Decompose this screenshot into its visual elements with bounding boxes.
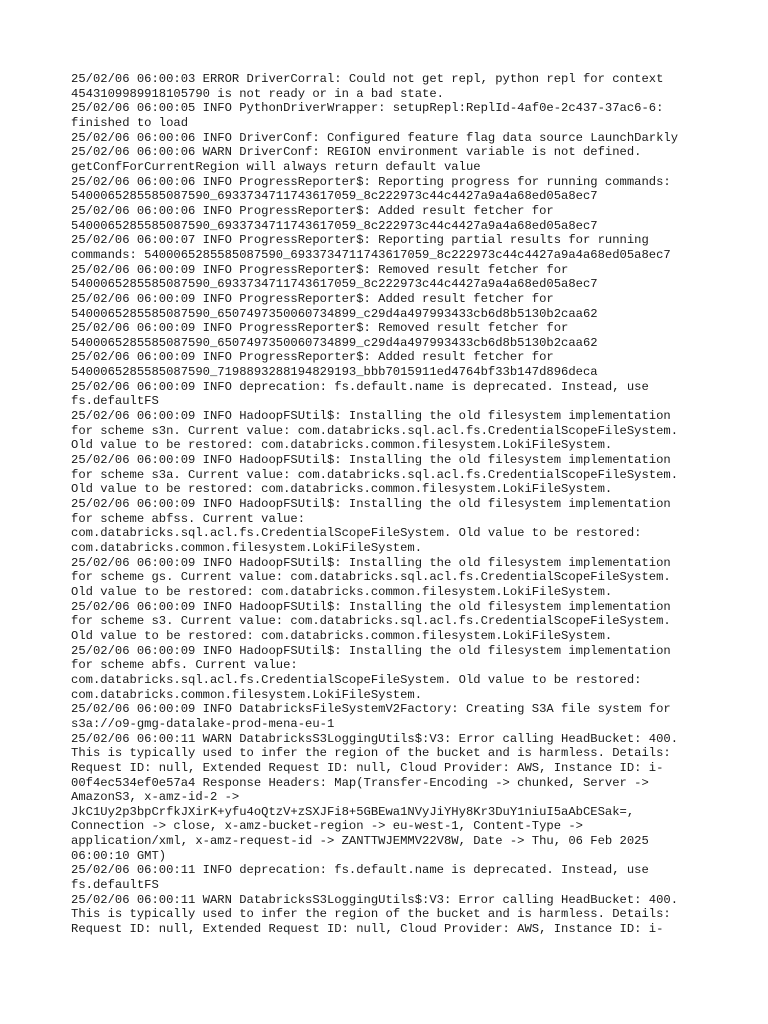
log-line: 25/02/06 06:00:06 INFO DriverConf: Configured feature flag data source LaunchDarkly — [71, 130, 679, 145]
log-line: 25/02/06 06:00:09 INFO HadoopFSUtil$: Installing the old filesystem implementation — [71, 497, 671, 512]
log-line: 25/02/06 06:00:11 WARN DatabricksS3LoggingUtils$:V3: Error calling HeadBucket: 400. — [71, 892, 679, 907]
log-line: 25/02/06 06:00:09 INFO deprecation: fs.default.name is deprecated. Instead, use — [71, 379, 649, 394]
log-line: Old value to be restored: com.databricks.common.filesystem.LokiFileSystem. — [71, 482, 613, 497]
log-line: 5400065285585087590_6933734711743617059_8c222973c44c4427a9a4a68ed05a8ec7 — [71, 277, 598, 292]
log-line: 5400065285585087590_6507497350060734899_c29d4a497993433cb6d8b5130b2caa62 — [71, 306, 598, 321]
log-line: 25/02/06 06:00:09 INFO DatabricksFileSystemV2Factory: Creating S3A file system for — [71, 702, 671, 717]
log-line: 25/02/06 06:00:09 INFO HadoopFSUtil$: Installing the old filesystem implementation — [71, 643, 671, 658]
log-line: for scheme gs. Current value: com.databricks.sql.acl.fs.CredentialScopeFileSystem. — [71, 570, 671, 585]
log-line: 25/02/06 06:00:09 INFO ProgressReporter$: Removed result fetcher for — [71, 321, 569, 336]
log-line: 4543109989918105790 is not ready or in a bad state. — [71, 86, 444, 101]
log-line: 25/02/06 06:00:11 WARN DatabricksS3LoggingUtils$:V3: Error calling HeadBucket: 400. — [71, 731, 679, 746]
log-line: AmazonS3, x-amz-id-2 -> — [71, 790, 240, 805]
log-line: 25/02/06 06:00:09 INFO ProgressReporter$: Removed result fetcher for — [71, 262, 569, 277]
log-line: for scheme abfss. Current value: — [71, 511, 306, 526]
log-line: Old value to be restored: com.databricks.common.filesystem.LokiFileSystem. — [71, 628, 613, 643]
log-line: com.databricks.common.filesystem.LokiFileSystem. — [71, 687, 423, 702]
log-line: 25/02/06 06:00:09 INFO HadoopFSUtil$: Installing the old filesystem implementation — [71, 599, 671, 614]
log-line: 25/02/06 06:00:09 INFO ProgressReporter$: Added result fetcher for — [71, 350, 554, 365]
log-line: 25/02/06 06:00:09 INFO HadoopFSUtil$: Installing the old filesystem implementation — [71, 453, 671, 468]
log-line: Request ID: null, Extended Request ID: null, Cloud Provider: AWS, Instance ID: i- — [71, 760, 664, 775]
log-line: for scheme s3. Current value: com.databricks.sql.acl.fs.CredentialScopeFileSystem. — [71, 614, 671, 629]
log-line: for scheme s3n. Current value: com.databricks.sql.acl.fs.CredentialScopeFileSystem. — [71, 423, 679, 438]
log-line: 5400065285585087590_6933734711743617059_8c222973c44c4427a9a4a68ed05a8ec7 — [71, 189, 598, 204]
log-line: 5400065285585087590_6933734711743617059_8c222973c44c4427a9a4a68ed05a8ec7 — [71, 218, 598, 233]
log-line: 25/02/06 06:00:09 INFO ProgressReporter$: Added result fetcher for — [71, 291, 554, 306]
log-line: Request ID: null, Extended Request ID: null, Cloud Provider: AWS, Instance ID: i- — [71, 922, 664, 937]
log-line: com.databricks.sql.acl.fs.CredentialScopeFileSystem. Old value to be restored: — [71, 672, 642, 687]
log-line: 5400065285585087590_6507497350060734899_c29d4a497993433cb6d8b5130b2caa62 — [71, 335, 598, 350]
log-line: 25/02/06 06:00:09 INFO HadoopFSUtil$: Installing the old filesystem implementation — [71, 409, 671, 424]
log-line: 5400065285585087590_7198893288194829193_bbb7015911ed4764bf33b147d896deca — [71, 365, 598, 380]
log-line: com.databricks.sql.acl.fs.CredentialScopeFileSystem. Old value to be restored: — [71, 526, 642, 541]
log-line: commands: 5400065285585087590_6933734711743617059_8c222973c44c4427a9a4a68ed05a8ec7 — [71, 247, 671, 262]
log-line: 25/02/06 06:00:05 INFO PythonDriverWrapper: setupRepl:ReplId-4af0e-2c437-37ac6-6: — [71, 101, 664, 116]
log-line: fs.defaultFS — [71, 878, 159, 893]
log-line: This is typically used to infer the region of the bucket and is harmless. Details: — [71, 746, 671, 761]
log-line: getConfForCurrentRegion will always return default value — [71, 159, 481, 174]
log-line: Old value to be restored: com.databricks.common.filesystem.LokiFileSystem. — [71, 584, 613, 599]
log-text-block — [71, 72, 711, 937]
log-line: application/xml, x-amz-request-id -> ZANTTWJEMMV22V8W, Date -> Thu, 06 Feb 2025 — [71, 834, 649, 849]
log-line: 25/02/06 06:00:06 WARN DriverConf: REGION environment variable is not defined. — [71, 145, 642, 160]
log-line: for scheme abfs. Current value: — [71, 658, 298, 673]
log-line: JkC1Uy2p3bpCrfkJXirK+yfu4oQtzV+zSXJFi8+5GBEwa1NVyJiYHy8Kr3DuY1niuI5aAbCESak=, — [71, 804, 635, 819]
log-line: This is typically used to infer the region of the bucket and is harmless. Details: — [71, 907, 671, 922]
log-line: 25/02/06 06:00:07 INFO ProgressReporter$: Reporting partial results for running — [71, 233, 649, 248]
log-line: for scheme s3a. Current value: com.databricks.sql.acl.fs.CredentialScopeFileSystem. — [71, 467, 679, 482]
log-line: fs.defaultFS — [71, 394, 159, 409]
log-line: 00f4ec534ef0e57a4 Response Headers: Map(Transfer-Encoding -> chunked, Server -> — [71, 775, 649, 790]
log-line: 25/02/06 06:00:11 INFO deprecation: fs.default.name is deprecated. Instead, use — [71, 863, 649, 878]
log-line: 25/02/06 06:00:06 INFO ProgressReporter$: Added result fetcher for — [71, 203, 554, 218]
log-line: finished to load — [71, 115, 189, 130]
log-line: 25/02/06 06:00:03 ERROR DriverCorral: Could not get repl, python repl for context — [71, 72, 664, 86]
log-line: 06:00:10 GMT) — [71, 848, 167, 863]
log-output — [71, 72, 711, 937]
log-line: 25/02/06 06:00:06 INFO ProgressReporter$: Reporting progress for running commands: — [71, 174, 671, 189]
log-line: s3a://o9-gmg-datalake-prod-mena-eu-1 — [71, 716, 335, 731]
log-line: com.databricks.common.filesystem.LokiFileSystem. — [71, 541, 423, 555]
log-line: 25/02/06 06:00:09 INFO HadoopFSUtil$: Installing the old filesystem implementation — [71, 555, 671, 570]
log-line: Connection -> close, x-amz-bucket-region -> eu-west-1, Content-Type -> — [71, 819, 583, 834]
log-line: Old value to be restored: com.databricks.common.filesystem.LokiFileSystem. — [71, 438, 613, 453]
